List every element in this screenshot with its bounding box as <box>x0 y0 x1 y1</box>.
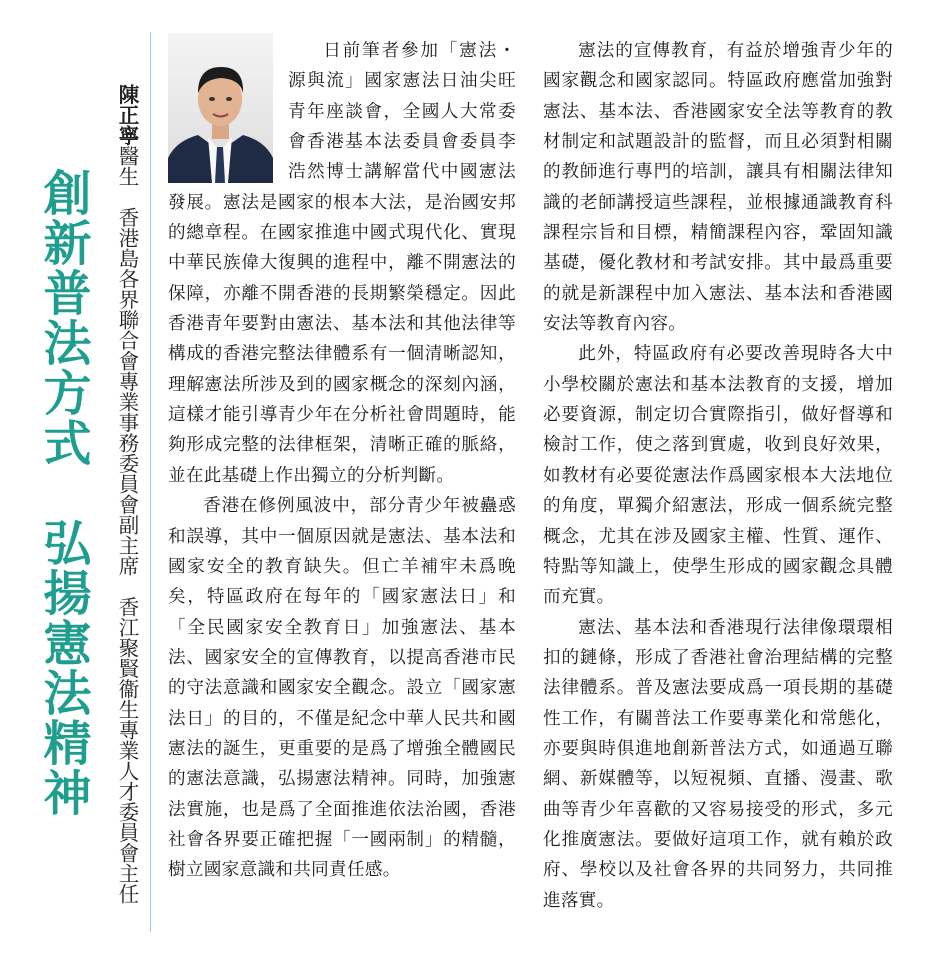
paragraph: 憲法、基本法和香港現行法律像環環相扣的鏈條，形成了香港社會治理結構的完整法律體系。普及憲法要成爲一項長期的基礎性工作，有關普法工作要專業化和常態化，亦要與時俱進地創新普法方式，如通過互聯網、新媒體等，以短視頻、直播、漫畫、歌曲等青少年喜歡的又容易接受的形式，多元化推廣憲法。要做好這項工作，就有賴於政府、學校以及社會各界的共同努力，共同推進落實。 <box>543 617 893 911</box>
author-byline <box>112 84 142 944</box>
paragraph: 憲法的宣傳教育，有益於增強青少年的國家觀念和國家認同。特區政府應當加強對憲法、基本法、香港國家安全法等教育的教材制定和試題設計的監督，而且必須對相關的教師進行專門的培訓，讓具有相關法律知識的老師講授這些課程，並根據通識教育科課程宗旨和目標，精簡課程內容，鞏固知識基礎，優化教材和考試安排。其中最爲重要的就是新課程中加入憲法、基本法和香港國安法等教育內容。 <box>543 41 893 335</box>
author-name: 陳正寧 <box>115 84 139 146</box>
article-column-2 <box>543 36 893 916</box>
paragraph: 香港在修例風波中，部分青少年被蠱惑和誤導，其中一個原因就是憲法、基本法和國家安全的教育缺失。但亡羊補牢未爲晚矣，特區政府在每年的「國家憲法日」和「全民國家安全教育日」加強憲法、基本法、國家安全的宣傳教育，以提高香港市民的守法意識和國家安全觀念。設立「國家憲法日」的目的，不僅是紀念中華人民共和國憲法的誕生，更重要的是爲了增強全體國民的憲法意識，弘揚憲法精神。同時，加強憲法實施，也是爲了全面推進依法治國，香港社會各界要正確把握「一國兩制」的精髓，樹立國家意識和共同責任感。 <box>168 496 516 881</box>
article-column-1 <box>168 36 516 886</box>
column-divider <box>150 32 151 932</box>
paragraph: 日前筆者參加「憲法・源與流」國家憲法日油尖旺青年座談會，全國人大常委會香港基本法委員會委員李浩然博士講解當代中國憲法發展。憲法是國家的根本大法，是治國安邦的總章程。在國家推進中國式現代化、實現中華民族偉大復興的進程中，離不開憲法的保障，亦離不開香港的長期繁榮穩定。因此香港青年要對由憲法、基本法和其他法律等構成的香港完整法律體系有一個清晰認知，理解憲法所涉及到的國家概念的深刻內涵，這樣才能引導青少年在分析社會問題時，能夠形成完整的法律框架，清晰正確的脈絡，並在此基礎上作出獨立的分析判斷。 <box>168 41 516 486</box>
author-title: 醫生 香港島各界聯合會專業事務委員會副主席 香江聚賢衞生專業人才委員會主任 <box>115 145 139 904</box>
photo-spacer <box>168 36 288 186</box>
paragraph: 此外，特區政府有必要改善現時各大中小學校關於憲法和基本法教育的支援，增加必要資源，制定切合實際指引，做好督導和檢討工作，使之落到實處，收到良好效果，如教材有必要從憲法作爲國家根本大法地位的角度，單獨介紹憲法，形成一個系統完整概念，尤其在涉及國家主權、性質、運作、特點等知識上，使學生形成的國家觀念具體而充實。 <box>543 344 893 608</box>
headline: 創新普法方式 弘揚憲法精神 <box>35 168 91 818</box>
